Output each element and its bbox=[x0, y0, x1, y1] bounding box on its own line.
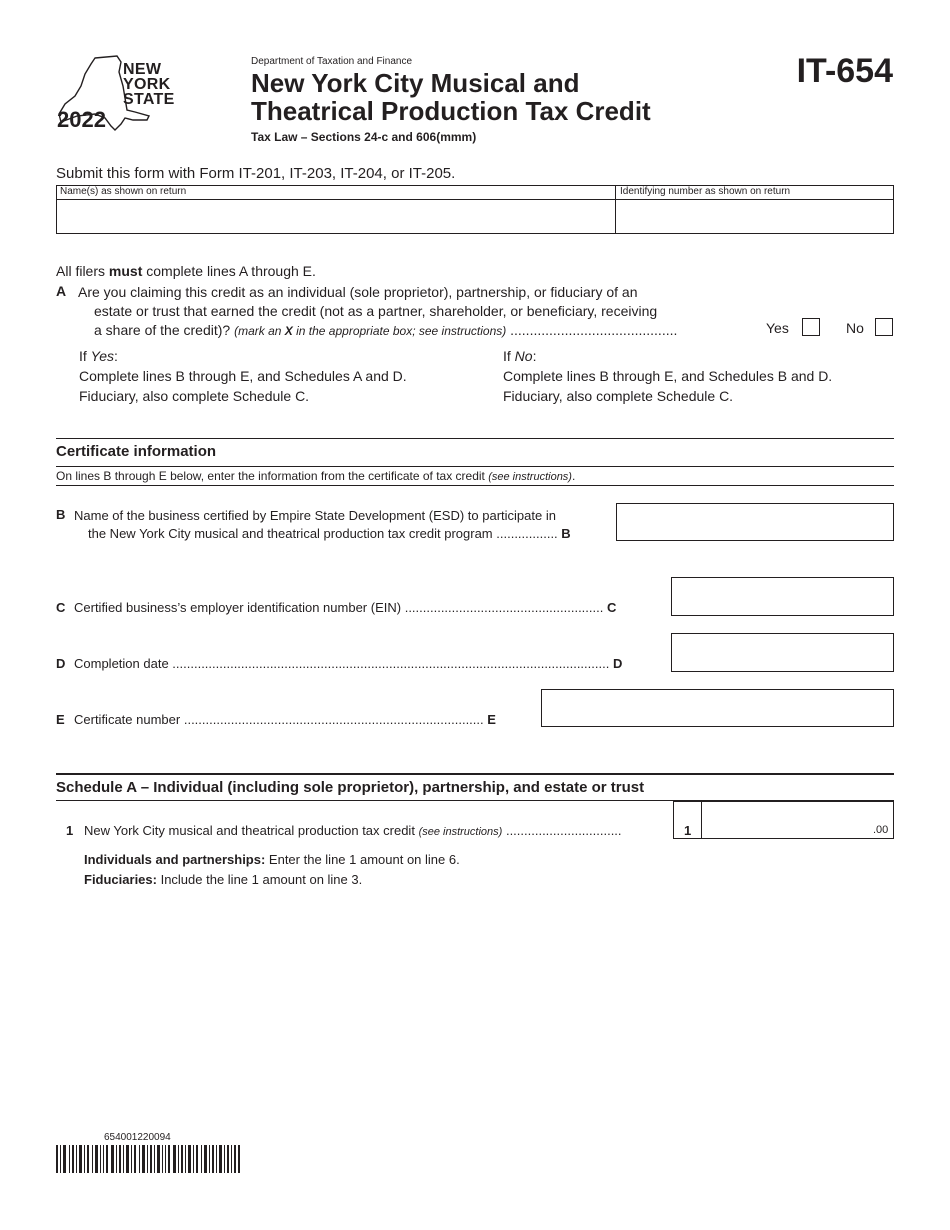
line-a-letter: A bbox=[56, 283, 67, 299]
if-yes-instructions: If Yes: Complete lines B through E, and Schedules A and D. Fiduciary, also complete Schedule C. bbox=[79, 348, 407, 404]
yes-label: Yes bbox=[766, 320, 789, 336]
schedule-a-notes: Individuals and partnerships: Enter the line 1 amount on line 6. Fiduciaries: Include the line 1 amount on line 3. bbox=[84, 852, 460, 887]
logo-line-york: YORK bbox=[123, 76, 171, 93]
line-b-label: Name of the business certified by Empire State Development (ESD) to participate in the New York City musical and theatrical production tax credit program ................. B bbox=[74, 508, 571, 541]
line-1-amount-input[interactable] bbox=[703, 803, 871, 837]
no-checkbox[interactable] bbox=[875, 318, 893, 336]
submit-note: Submit this form with Form IT-201, IT-203, IT-204, or IT-205. bbox=[56, 165, 456, 182]
line-c-input[interactable] bbox=[671, 577, 894, 616]
line-e-letter: E bbox=[56, 712, 65, 727]
form-title-line1: New York City Musical and bbox=[251, 68, 580, 98]
barcode bbox=[56, 1145, 240, 1173]
line-e-input[interactable] bbox=[541, 689, 894, 727]
line-c-letter: C bbox=[56, 600, 66, 615]
schedule-a-heading: Schedule A – Individual (including sole proprietor), partnership, and estate or trust bbox=[56, 779, 645, 796]
form-title bbox=[251, 69, 651, 125]
line-a-question: Are you claiming this credit as an individual (sole proprietor), partnership, or fiduciary of an estate or trust that earned the credit (not as a partner, shareholder, or beneficiary, receiving a share of the credit)? (mark an X in the appropriate box; see instructions) ........................................... bbox=[78, 284, 678, 338]
line-d-label: Completion date ......................................................................................................................... D bbox=[74, 656, 623, 671]
form-title-line2: Theatrical Production Tax Credit bbox=[251, 96, 651, 126]
line-d-input[interactable] bbox=[671, 633, 894, 672]
tax-year: 2022 bbox=[57, 107, 106, 132]
logo-line-new: NEW bbox=[123, 61, 162, 78]
name-field[interactable] bbox=[57, 200, 614, 233]
line-b-input[interactable] bbox=[616, 503, 894, 541]
line-1-label: New York City musical and theatrical production tax credit (see instructions) ................................ bbox=[84, 823, 622, 838]
line-e-label: Certificate number ................................................................................... E bbox=[74, 712, 496, 727]
line-1-box-number: 1 bbox=[684, 823, 692, 838]
certificate-heading: Certificate information bbox=[56, 443, 217, 460]
barcode-number: 654001220094 bbox=[104, 1132, 171, 1143]
line-1-cents: .00 bbox=[873, 824, 889, 836]
line-a-intro: All filers must complete lines A through E. bbox=[56, 263, 316, 279]
certificate-instruction: On lines B through E below, enter the information from the certificate of tax credit (see instructions). bbox=[56, 469, 576, 483]
line-1-number: 1 bbox=[66, 823, 74, 838]
idnum-field-label: Identifying number as shown on return bbox=[620, 186, 791, 197]
tax-law-reference: Tax Law – Sections 24-c and 606(mmm) bbox=[251, 130, 477, 144]
idnum-field[interactable] bbox=[616, 200, 893, 233]
logo-line-state: STATE bbox=[123, 91, 175, 108]
yes-checkbox[interactable] bbox=[802, 318, 820, 336]
nys-logo bbox=[55, 52, 185, 134]
no-label: No bbox=[846, 320, 864, 336]
line-c-label: Certified business’s employer identification number (EIN) ....................................................... C bbox=[74, 600, 617, 615]
line-d-letter: D bbox=[56, 656, 66, 671]
form-number: IT-654 bbox=[796, 52, 893, 90]
name-field-label: Name(s) as shown on return bbox=[60, 186, 187, 197]
line-b-letter: B bbox=[56, 507, 66, 522]
department-name: Department of Taxation and Finance bbox=[251, 56, 413, 67]
if-no-instructions: If No: Complete lines B through E, and Schedules B and D. Fiduciary, also complete Schedule C. bbox=[503, 348, 833, 404]
